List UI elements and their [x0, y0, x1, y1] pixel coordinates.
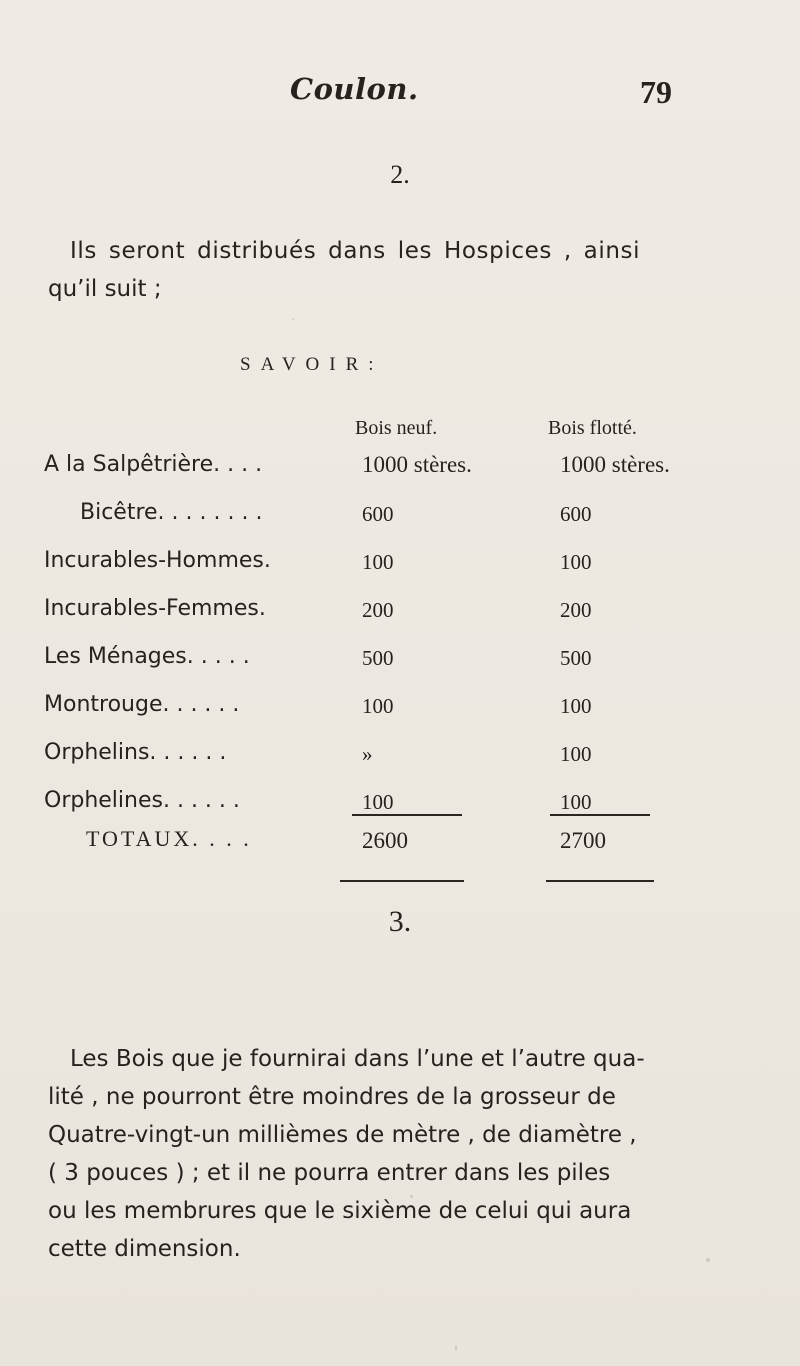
- distribution-table: [44, 444, 784, 828]
- bois-flotte-value: 500: [560, 646, 592, 670]
- column-header-bois-neuf: Bois neuf.: [355, 417, 438, 439]
- paper-speck: [706, 1258, 710, 1262]
- rule-above-total-neuf: [352, 814, 462, 816]
- totals-label: TOTAUX. . . .: [86, 826, 252, 851]
- column-header-bois-flotte: Bois flotté.: [548, 417, 637, 439]
- intro-line-2: qu’il suit ;: [48, 276, 162, 302]
- total-bois-flotte: 2700: [560, 828, 606, 853]
- table-row: [44, 492, 784, 540]
- bois-neuf-value: »: [362, 742, 373, 766]
- table-row: [44, 732, 784, 780]
- paragraph-line: Les Bois que je fournirai dans l’une et l’autre qua-: [70, 1046, 645, 1072]
- bois-flotte-value: 100: [560, 742, 592, 766]
- paragraph-line: cette dimension.: [48, 1236, 241, 1262]
- paper-speck: [455, 1345, 457, 1351]
- bois-flotte-value: 200: [560, 598, 592, 622]
- hospice-name: Montrouge. . . . . .: [44, 692, 240, 717]
- hospice-name: Orphelines. . . . . .: [44, 788, 240, 813]
- table-row: [44, 444, 784, 492]
- bois-neuf-value: 100: [362, 550, 394, 574]
- hospice-name: Incurables-Femmes.: [44, 596, 266, 621]
- bois-neuf-value: 1000 stères.: [362, 452, 472, 477]
- hospice-name: A la Salpêtrière. . . .: [44, 452, 263, 477]
- hospice-name: Orphelins. . . . . .: [44, 740, 227, 765]
- bois-neuf-value: 200: [362, 598, 394, 622]
- table-row: [44, 684, 784, 732]
- bois-flotte-value: 600: [560, 502, 592, 526]
- total-bois-neuf: 2600: [362, 828, 408, 853]
- rule-below-total-neuf: [340, 880, 464, 882]
- section-number-3: 3.: [388, 905, 412, 938]
- paper-speck: [410, 1195, 413, 1198]
- totals-row: [44, 820, 784, 868]
- bois-flotte-value: 100: [560, 694, 592, 718]
- bois-flotte-value: 100: [560, 550, 592, 574]
- intro-line-1: Ils seront distribués dans les Hospices , ainsi: [70, 238, 641, 264]
- bois-neuf-value: 100: [362, 694, 394, 718]
- page-header: [0, 72, 800, 122]
- table-row: [44, 588, 784, 636]
- savoir-heading: SAVOIR:: [240, 354, 384, 375]
- bois-flotte-value: 1000 stères.: [560, 452, 670, 477]
- bois-neuf-value: 100: [362, 790, 394, 814]
- hospice-name: Bicêtre. . . . . . . .: [80, 500, 263, 525]
- rule-below-total-flotte: [546, 880, 654, 882]
- hospice-name: Les Ménages. . . . .: [44, 644, 250, 669]
- hospice-name: Incurables-Hommes.: [44, 548, 271, 573]
- table-row: [44, 636, 784, 684]
- bois-flotte-value: 100: [560, 790, 592, 814]
- paper-speck: [292, 318, 294, 320]
- bois-neuf-value: 500: [362, 646, 394, 670]
- section-number-2: 2.: [390, 160, 410, 189]
- rule-above-total-flotte: [550, 814, 650, 816]
- table-row: [44, 540, 784, 588]
- paragraph-line: lité , ne pourront être moindres de la grosseur de: [48, 1084, 616, 1110]
- paragraph-line: Quatre-vingt-un millièmes de mètre , de diamètre ,: [48, 1122, 637, 1148]
- paragraph-line: ou les membrures que le sixième de celui qui aura: [48, 1198, 632, 1224]
- intro-paragraph: [48, 232, 778, 308]
- paragraph-3: [48, 1040, 788, 1268]
- paragraph-line: ( 3 pouces ) ; et il ne pourra entrer dans les piles: [48, 1160, 611, 1186]
- running-head: Coulon.: [290, 72, 419, 106]
- page-number: 79: [640, 74, 672, 110]
- bois-neuf-value: 600: [362, 502, 394, 526]
